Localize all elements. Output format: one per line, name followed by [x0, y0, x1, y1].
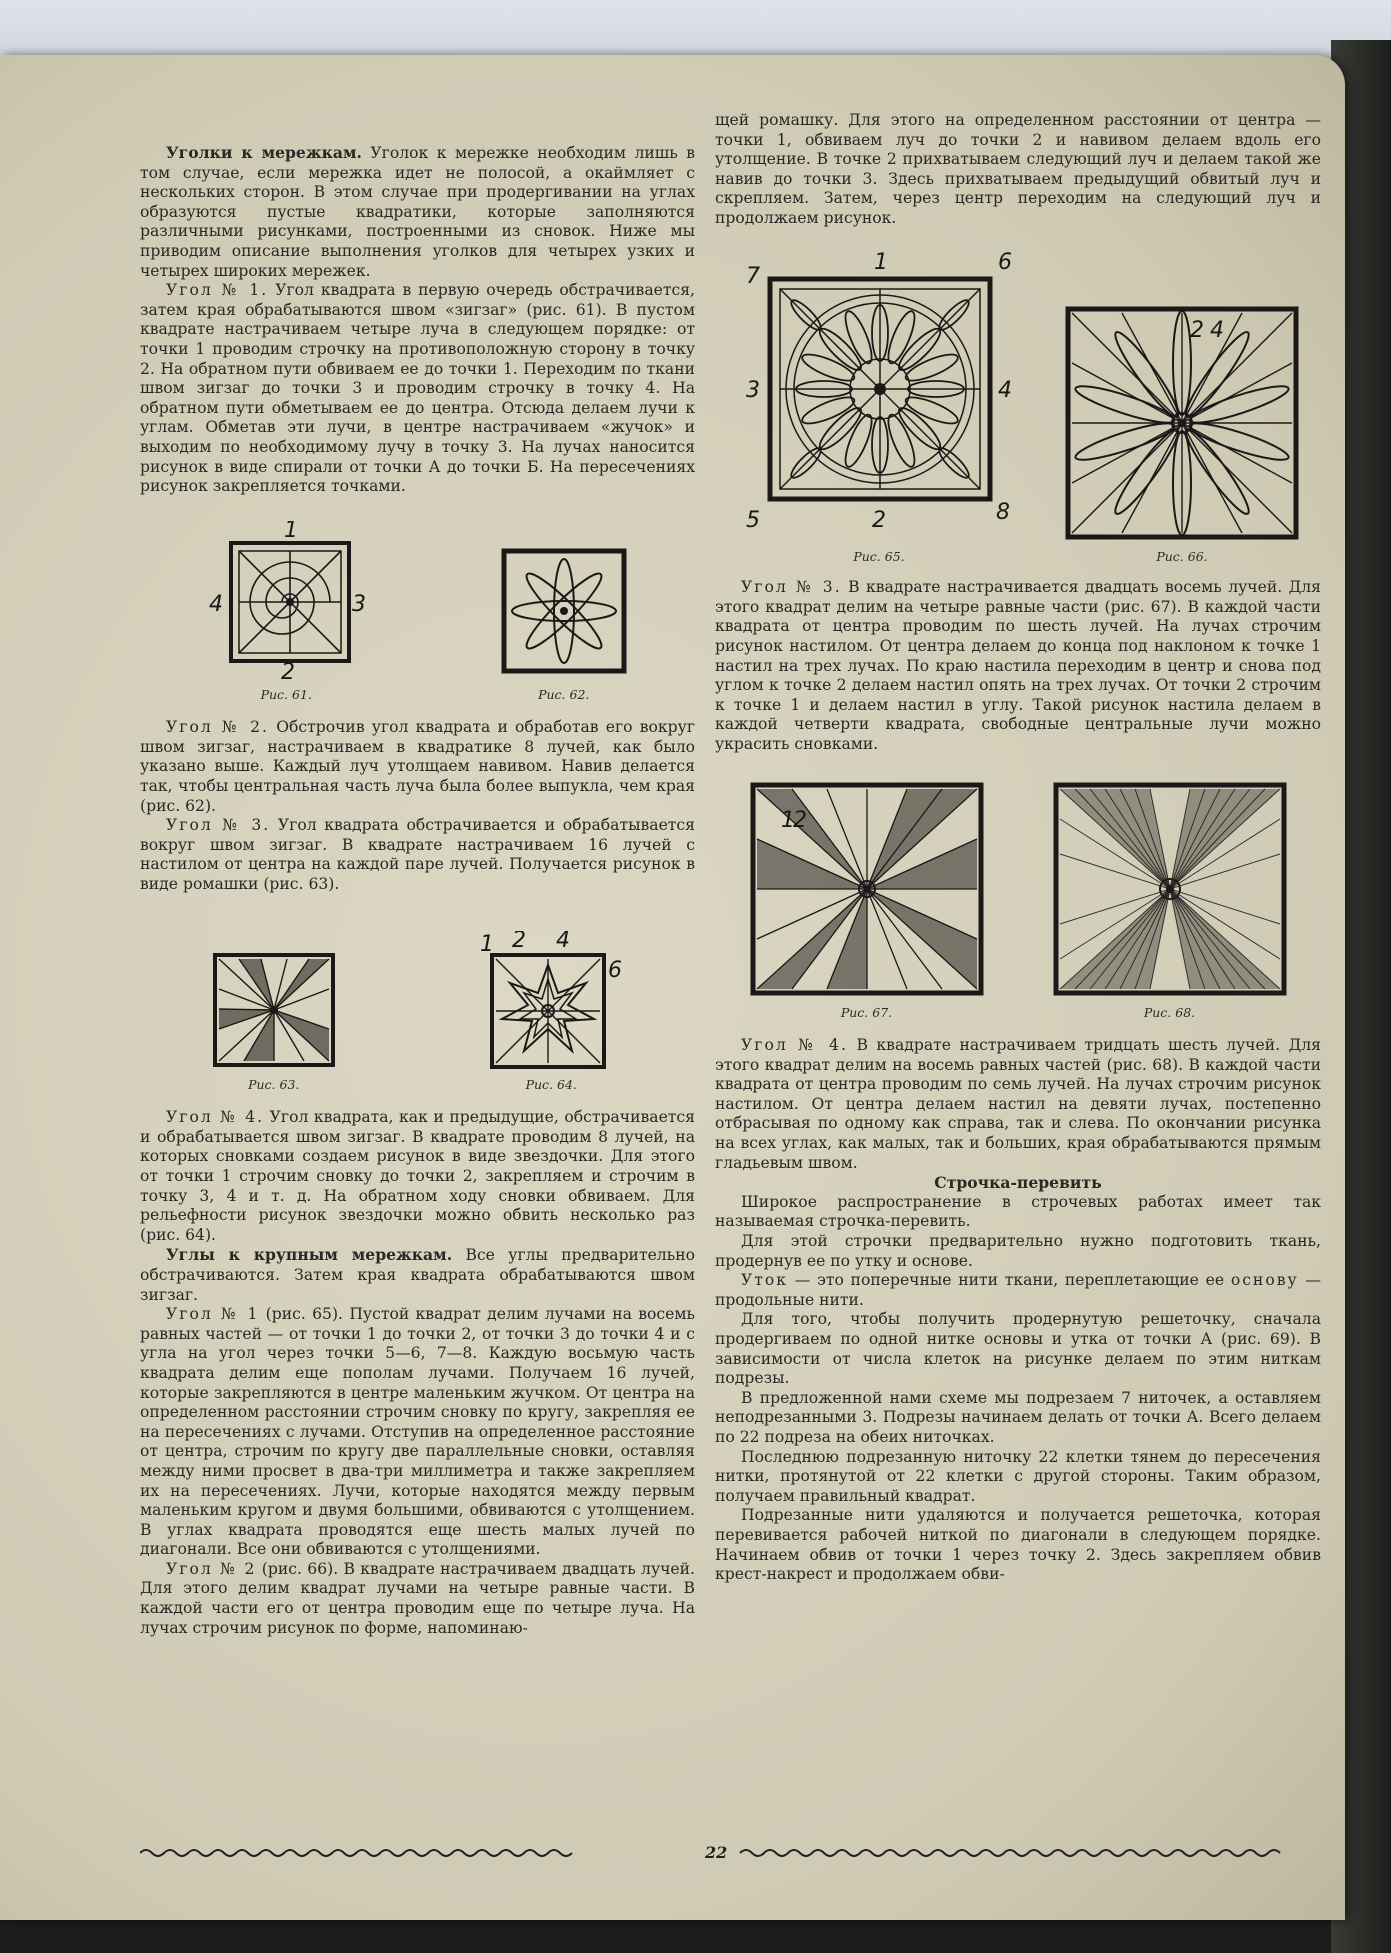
figure-61: [201, 521, 371, 705]
paragraph-text: В квадрате настрачивается двадцать восемь лучей. Для этого квадрат делим на четыре равные части (рис. 67). В каждой части квадрата от центра проводим по шесть лучей. На лучах строчим рисунок настилом. От центра делаем до конца под наклоном к точке 1 настил на трех лучах. По краю настила переходим в центр и снова под углом к точке 2 делаем настил опять на трех лучах. От точки 2 строчим к точке 1 и делаем настил в углу. Такой рисунок настила делаем в каждой четверти квадрата, свободные центральные лучи можно украсить сновками.: [715, 578, 1322, 753]
figure-label: 1: [284, 520, 299, 543]
paragraph-corner-2: [140, 718, 695, 816]
paragraph-large-corner-3: [715, 578, 1321, 754]
paragraph-text: В предложенной нами схеме мы подрезаем 7 ниточек, а оставляем неподрезанными 3. Подрезы начинаем делать от точки А. Всего делаем по 22 подреза на обеих ниточках.: [715, 1388, 1321, 1446]
term-warp: основу: [1230, 1271, 1299, 1290]
paragraph-text: Обстрочив угол квадрата и обработав его вокруг швом зигзаг, настрачиваем в квадратике 8 лучей, как было указано выше. Каждый луч утолщаем навивом. Навив делается так, чтобы центральная часть луча была более выпукла, чем края (рис. 62).: [140, 718, 696, 815]
figure-62: [494, 541, 634, 705]
figure-64: [476, 931, 626, 1095]
figure-label: 1: [780, 807, 795, 833]
figure-62-drawing: [494, 541, 634, 681]
corner-lead: Угол № 2: [166, 1559, 257, 1578]
figure-label: 4: [556, 930, 571, 953]
figure-label: 6: [608, 957, 623, 983]
paragraph-text: (рис. 66). В квадрате настрачиваем двадцать лучей. Для этого делим квадрат лучами на четыре равные части. В каждой части его от центра проводим еще по четыре луча. На лучах строчим рисунок по форме, напоминаю-: [140, 1559, 696, 1637]
paragraph-text: — это поперечные нити ткани, переплетающие ее: [788, 1271, 1231, 1290]
paragraph-text: Подрезанные нити удаляются и получается решеточка, которая перевивается рабочей ниткой по диагонали в следующем порядке. Начинаем обвив от точки 1 через точку 2. Здесь закрепляем обвив крест-накрест и продолжаем обви-: [715, 1506, 1321, 1584]
figure-row-65-66: [715, 243, 1321, 567]
figure-61-drawing: [201, 521, 371, 681]
figure-label: 2: [792, 807, 807, 833]
figure-65: [734, 243, 1024, 567]
figure-63: [209, 949, 339, 1095]
heading-inline: Уголки к мережкам.: [166, 143, 362, 162]
book-page: [0, 55, 1345, 1920]
figure-65-drawing: [734, 243, 1024, 543]
paragraph-text: Последнюю подрезанную ниточку 22 клетки тянем до пересечения нитки, протянутой от 22 клетки с другой стороны. Таким образом, получаем правильный квадрат.: [715, 1447, 1321, 1505]
page-footer: [140, 1841, 1320, 1863]
paragraph-text: Угол квадрата, как и предыдущие, обстрачивается и обрабатывается швом зигзаг. В квадрате проводим 8 лучей, на которых сновками создаем рисунок в виде звездочки. Для этого от точки 1 строчим сновку до точки 2, закрепляем и строчим в точку 3, 4 и т. д. На обратном ходу сновки обвиваем. Для рельефности рисунок звездочки можно обвить несколько раз (рис. 64).: [140, 1108, 696, 1244]
paragraph-continued: щей ромашку. Для этого на определенном расстоянии от центра — точки 1, обвиваем луч до точки 2 и навивом делаем вдоль его утолщение. В точке 2 прихватываем следующий луч и делаем такой же навив до точки 3. Здесь прихватываем предыдущий обвитый луч и скрепляем. Затем, через центр переходим на следующий луч и продолжаем рисунок.: [715, 111, 1321, 227]
paragraph-large-corner-2: [140, 1560, 695, 1638]
term-weft: Уток: [741, 1271, 789, 1290]
paragraph-text: Угол квадрата обстрачивается и обрабатывается вокруг швом зигзаг. В квадрате настрачиваем 16 лучей с настилом от центра на каждой паре лучей. Получается рисунок в виде ромашки (рис. 63).: [140, 816, 696, 894]
figure-caption: Рис. 67.: [840, 1004, 893, 1020]
figure-label: 4: [998, 377, 1012, 403]
figure-label: 4: [1210, 317, 1224, 343]
corner-lead: Угол № 3.: [741, 578, 842, 597]
figure-68: [1050, 779, 1290, 1023]
figure-67-drawing: [747, 779, 987, 999]
paragraph-text: — продольные нити.: [715, 1271, 1321, 1309]
corner-lead: Угол № 2.: [166, 718, 270, 737]
corner-lead: Угол № 1: [166, 1305, 260, 1324]
figure-row-61-62: [140, 521, 695, 705]
corner-lead: Угол № 3.: [166, 816, 271, 835]
figure-label: 2: [872, 507, 886, 533]
paragraph-weft-warp: [715, 1271, 1321, 1310]
figure-66-drawing: [1062, 303, 1302, 543]
paragraph-corner-3: [140, 816, 695, 894]
paragraph-corner-4: [140, 1108, 695, 1245]
corner-lead: Угол № 1.: [166, 281, 269, 300]
figure-66: [1062, 303, 1302, 567]
section-heading: Строчка-перевить: [934, 1173, 1102, 1193]
figure-label: 4: [209, 591, 224, 617]
figure-caption: Рис. 68.: [1143, 1004, 1196, 1020]
figure-label: 6: [998, 249, 1012, 275]
figure-label: 2: [281, 659, 296, 681]
figure-label: 1: [480, 931, 495, 957]
figure-row-67-68: [715, 779, 1321, 1023]
paragraph-text: (рис. 65). Пустой квадрат делим лучами на восемь равных частей — от точки 1 до точки 2, от точки 3 до точки 4 и с угла на угол через точки 5—6, 7—8. Каждую восьмую часть квадрата делим еще пополам лучами. Получаем 16 лучей, которые закрепляются в центре маленьким жучком. От центра на определенном расстоянии строчим сновку по кругу, закрепляя ее на пересечениях с лучами. Отступив на определенное расстояние от центра, строчим по кругу две параллельные сновки, оставляя между ними просвет в два-три миллиметра и также закрепляем их на пересечениях. Лучи, которые находятся между первым маленьким кругом и двумя большими, обвиваются с утолщением. В углах квадрата проводятся еще шесть малых лучей по диагонали. Все они обвиваются с утолщениями.: [140, 1305, 695, 1559]
paragraph-corners-intro: [140, 143, 695, 281]
paragraph-large-corner-1: [140, 1305, 695, 1560]
paragraph-corner-1: [140, 281, 695, 497]
corner-lead: Угол № 4.: [741, 1036, 848, 1055]
paragraph-text: Угол квадрата в первую очередь обстрачивается, затем края обрабатываются швом «зигзаг» (рис. 61). В пустом квадрате настрачиваем четыре луча в следующем порядке: от точки 1 проводим строчку на противоположную сторону в точку 2. На обратном пути обвиваем ее до точки 1. Переходим по ткани швом зигзаг до точки 3 и проводим строчку в точку 4. На обратном пути обметываем ее до центра. Отсюда делаем лучи к углам. Обметав эти лучи, в центре настрачиваем «жучок» и выходим по необходимому лучу в точку 3. На лучах наносится рисунок в виде спирали от точки А до точки Б. На пересечениях рисунок закрепляется точками.: [140, 281, 695, 496]
figure-row-63-64: [140, 931, 695, 1095]
paragraph-text: Для того, чтобы получить продернутую решеточку, сначала продергиваем по одной нитке основы и утка от точки А (рис. 69). В зависимости от числа клеток на рисунке делаем по этим ниткам подрезы.: [715, 1310, 1321, 1388]
figure-64-drawing: [476, 931, 626, 1071]
figure-caption: Рис. 64.: [525, 1076, 577, 1092]
page-number: 22: [705, 1843, 728, 1862]
figure-68-drawing: [1050, 779, 1290, 999]
figure-63-drawing: [209, 949, 339, 1071]
paragraph-large-corner-4: [715, 1036, 1321, 1173]
figure-label: 3: [746, 377, 760, 403]
paragraph-text: Широкое распространение в строчевых работах имеет так называемая строчка-перевить.: [715, 1192, 1321, 1231]
figure-caption: Рис. 65.: [853, 548, 905, 564]
footer-ornament-right: [740, 1850, 1280, 1856]
left-column: [140, 143, 695, 1638]
figure-label: 1: [874, 249, 888, 275]
figure-label: 3: [352, 591, 367, 617]
corner-lead: Угол № 4.: [166, 1108, 265, 1127]
figure-67: [747, 779, 987, 1023]
paragraph-text: Уголок к мережке необходим лишь в том случае, если мережка идет не полосой, а окаймляет с нескольких сторон. В этом случае при продергивании на углах образуются пустые квадратики, которые заполняются различными рисунками, построенными из сновок. Ниже мы приводим описание выполнения уголков для четырех узких и четырех широких мережек.: [140, 144, 696, 280]
figure-label: 2: [512, 930, 527, 953]
figure-caption: Рис. 61.: [260, 686, 312, 702]
paragraph-text: Все углы предварительно обстрачиваются. Затем края квадрата обрабатываются швом зигзаг.: [140, 1246, 695, 1304]
figure-label: 7: [746, 263, 760, 289]
right-column: [715, 111, 1321, 1585]
figure-label: 8: [996, 499, 1010, 525]
heading-inline: Углы к крупным мережкам.: [166, 1245, 453, 1265]
figure-label: 2: [1190, 317, 1204, 343]
paragraph-text: Для этой строчки предварительно нужно подготовить ткань, продернув ее по утку и основе.: [715, 1232, 1321, 1270]
figure-label: 5: [746, 507, 760, 533]
figure-caption: Рис. 66.: [1156, 548, 1208, 564]
figure-caption: Рис. 62.: [538, 686, 590, 702]
figure-caption: Рис. 63.: [248, 1076, 300, 1092]
paragraph-text: В квадрате настрачиваем тридцать шесть лучей. Для этого квадрат делим на восемь равных частей (рис. 68). В каждой части квадрата от центра проводим по семь лучей. На лучах строчим рисунок настилом. От центра делаем настил на девяти лучах, постепенно отбрасывая по одному как справа, так и слева. По окончании рисунка на всех углах, как малых, так и больших, края обрабатываются прямым гладьевым швом.: [715, 1036, 1321, 1172]
footer-ornament-left: [140, 1850, 572, 1856]
paragraph-large-corners: [140, 1245, 695, 1305]
